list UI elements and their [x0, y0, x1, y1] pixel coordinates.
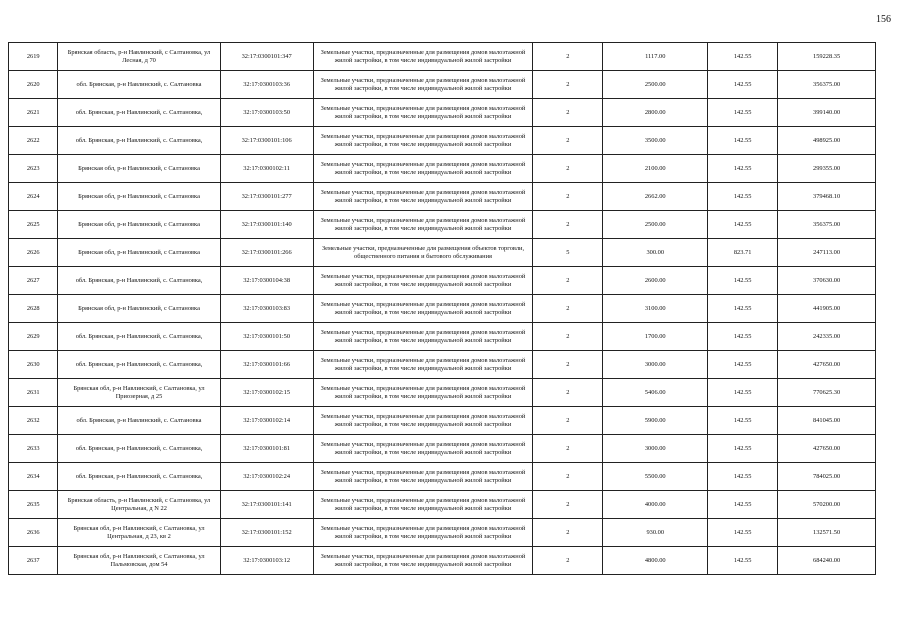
- group-cell: 2: [533, 547, 603, 575]
- row-number-cell: 2637: [9, 547, 58, 575]
- area-cell: 4800.00: [603, 547, 708, 575]
- cadastral-value-cell: 684240.00: [778, 547, 876, 575]
- page-number: 156: [876, 14, 891, 25]
- area-cell: 2100.00: [603, 155, 708, 183]
- row-number-cell: 2636: [9, 519, 58, 547]
- area-cell: 3000.00: [603, 351, 708, 379]
- area-cell: 300.00: [603, 239, 708, 267]
- cadastral-value-cell: 356375.00: [778, 71, 876, 99]
- row-number-cell: 2626: [9, 239, 58, 267]
- land-use-cell: Земельные участки, предназначенные для размещения домов малоэтажной жилой застройки, в том числе индивидуальной жилой застройки: [313, 211, 533, 239]
- address-cell: обл. Брянская, р-н Навлинский, с. Салтановка,: [58, 323, 220, 351]
- cadastral-value-cell: 247113.00: [778, 239, 876, 267]
- cadastral-number-cell: 32:17:0300102:15: [220, 379, 313, 407]
- table-row: [9, 407, 876, 435]
- specific-value-cell: 142.55: [708, 435, 778, 463]
- cadastral-value-cell: 427650.00: [778, 435, 876, 463]
- specific-value-cell: 142.55: [708, 295, 778, 323]
- specific-value-cell: 142.55: [708, 547, 778, 575]
- cadastral-number-cell: 32:17:0300101:347: [220, 43, 313, 71]
- specific-value-cell: 142.55: [708, 71, 778, 99]
- area-cell: 1117.00: [603, 43, 708, 71]
- land-use-cell: Земельные участки, предназначенные для размещения домов малоэтажной жилой застройки, в том числе индивидуальной жилой застройки: [313, 99, 533, 127]
- area-cell: 2500.00: [603, 211, 708, 239]
- land-use-cell: Земельные участки, предназначенные для размещения домов малоэтажной жилой застройки, в том числе индивидуальной жилой застройки: [313, 519, 533, 547]
- cadastral-number-cell: 32:17:0300103:12: [220, 547, 313, 575]
- group-cell: 2: [533, 267, 603, 295]
- specific-value-cell: 142.55: [708, 183, 778, 211]
- land-use-cell: Земельные участки, предназначенные для размещения домов малоэтажной жилой застройки, в том числе индивидуальной жилой застройки: [313, 463, 533, 491]
- land-use-cell: Земельные участки, предназначенные для размещения домов малоэтажной жилой застройки, в том числе индивидуальной жилой застройки: [313, 295, 533, 323]
- address-cell: обл. Брянская, р-н Навлинский, с. Салтановка,: [58, 127, 220, 155]
- specific-value-cell: 142.55: [708, 211, 778, 239]
- cadastral-number-cell: 32:17:0300103:50: [220, 99, 313, 127]
- address-cell: Брянская обл, р-н Навлинский, с Салтановка: [58, 183, 220, 211]
- land-use-cell: Земельные участки, предназначенные для размещения домов малоэтажной жилой застройки, в том числе индивидуальной жилой застройки: [313, 155, 533, 183]
- area-cell: 3000.00: [603, 435, 708, 463]
- cadastral-number-cell: 32:17:0300101:266: [220, 239, 313, 267]
- cadastral-value-cell: 841045.00: [778, 407, 876, 435]
- group-cell: 2: [533, 155, 603, 183]
- cadastral-number-cell: 32:17:0300104:38: [220, 267, 313, 295]
- table-row: [9, 435, 876, 463]
- group-cell: 2: [533, 323, 603, 351]
- table-row: [9, 99, 876, 127]
- table-row: [9, 323, 876, 351]
- land-use-cell: Земельные участки, предназначенные для размещения домов малоэтажной жилой застройки, в том числе индивидуальной жилой застройки: [313, 43, 533, 71]
- area-cell: 1700.00: [603, 323, 708, 351]
- address-cell: обл. Брянская, р-н Навлинский, с. Салтановка,: [58, 351, 220, 379]
- group-cell: 2: [533, 99, 603, 127]
- group-cell: 5: [533, 239, 603, 267]
- area-cell: 4000.00: [603, 491, 708, 519]
- cadastral-number-cell: 32:17:0300101:277: [220, 183, 313, 211]
- cadastral-number-cell: 32:17:0300102:11: [220, 155, 313, 183]
- area-cell: 3500.00: [603, 127, 708, 155]
- specific-value-cell: 142.55: [708, 519, 778, 547]
- row-number-cell: 2635: [9, 491, 58, 519]
- row-number-cell: 2625: [9, 211, 58, 239]
- row-number-cell: 2621: [9, 99, 58, 127]
- cadastral-value-cell: 770625.30: [778, 379, 876, 407]
- row-number-cell: 2624: [9, 183, 58, 211]
- table-row: [9, 295, 876, 323]
- cadastral-value-cell: 370630.00: [778, 267, 876, 295]
- address-cell: обл. Брянская, р-н Навлинский, с. Салтановка,: [58, 267, 220, 295]
- cadastral-number-cell: 32:17:0300101:50: [220, 323, 313, 351]
- group-cell: 2: [533, 407, 603, 435]
- address-cell: обл. Брянская, р-н Навлинский, с. Салтановка: [58, 71, 220, 99]
- cadastral-number-cell: 32:17:0300102:14: [220, 407, 313, 435]
- specific-value-cell: 142.55: [708, 323, 778, 351]
- row-number-cell: 2628: [9, 295, 58, 323]
- land-use-cell: Земельные участки, предназначенные для размещения объектов торговли, общественного питания и бытового обслуживания: [313, 239, 533, 267]
- address-cell: Брянская обл, р-н Навлинский, с Салтановка: [58, 239, 220, 267]
- row-number-cell: 2619: [9, 43, 58, 71]
- table-row: [9, 43, 876, 71]
- area-cell: 2500.00: [603, 71, 708, 99]
- row-number-cell: 2630: [9, 351, 58, 379]
- specific-value-cell: 823.71: [708, 239, 778, 267]
- area-cell: 5406.00: [603, 379, 708, 407]
- table-row: [9, 547, 876, 575]
- address-cell: Брянская обл, р-н Навлинский, с Салтановка, ул Приозерная, д 25: [58, 379, 220, 407]
- group-cell: 2: [533, 127, 603, 155]
- group-cell: 2: [533, 211, 603, 239]
- specific-value-cell: 142.55: [708, 407, 778, 435]
- area-cell: 2600.00: [603, 267, 708, 295]
- cadastral-value-cell: 399140.00: [778, 99, 876, 127]
- cadastral-value-cell: 498925.00: [778, 127, 876, 155]
- row-number-cell: 2634: [9, 463, 58, 491]
- address-cell: Брянская область, р-н Навлинский, с Салтановка, ул Лесная, д 70: [58, 43, 220, 71]
- land-use-cell: Земельные участки, предназначенные для размещения домов малоэтажной жилой застройки, в том числе индивидуальной жилой застройки: [313, 491, 533, 519]
- address-cell: Брянская обл, р-н Навлинский, с Салтановка, ул Центральная, д 23, кв 2: [58, 519, 220, 547]
- land-use-cell: Земельные участки, предназначенные для размещения домов малоэтажной жилой застройки, в том числе индивидуальной жилой застройки: [313, 407, 533, 435]
- land-use-cell: Земельные участки, предназначенные для размещения домов малоэтажной жилой застройки, в том числе индивидуальной жилой застройки: [313, 127, 533, 155]
- group-cell: 2: [533, 295, 603, 323]
- address-cell: Брянская обл, р-н Навлинский, с Салтановка: [58, 211, 220, 239]
- group-cell: 2: [533, 183, 603, 211]
- land-use-cell: Земельные участки, предназначенные для размещения домов малоэтажной жилой застройки, в том числе индивидуальной жилой застройки: [313, 267, 533, 295]
- group-cell: 2: [533, 491, 603, 519]
- area-cell: 5900.00: [603, 407, 708, 435]
- row-number-cell: 2622: [9, 127, 58, 155]
- cadastral-value-cell: 379468.10: [778, 183, 876, 211]
- table-row: [9, 155, 876, 183]
- cadastral-value-cell: 242335.00: [778, 323, 876, 351]
- area-cell: 2662.00: [603, 183, 708, 211]
- specific-value-cell: 142.55: [708, 99, 778, 127]
- cadastral-number-cell: 32:17:0300101:106: [220, 127, 313, 155]
- cadastral-number-cell: 32:17:0300101:141: [220, 491, 313, 519]
- address-cell: обл. Брянская, р-н Навлинский, с. Салтановка,: [58, 435, 220, 463]
- cadastral-value-cell: 356375.00: [778, 211, 876, 239]
- table-row: [9, 351, 876, 379]
- specific-value-cell: 142.55: [708, 351, 778, 379]
- cadastral-number-cell: 32:17:0300101:152: [220, 519, 313, 547]
- group-cell: 2: [533, 435, 603, 463]
- specific-value-cell: 142.55: [708, 127, 778, 155]
- cadastral-number-cell: 32:17:0300103:36: [220, 71, 313, 99]
- land-use-cell: Земельные участки, предназначенные для размещения домов малоэтажной жилой застройки, в том числе индивидуальной жилой застройки: [313, 323, 533, 351]
- cadastral-number-cell: 32:17:0300101:81: [220, 435, 313, 463]
- land-use-cell: Земельные участки, предназначенные для размещения домов малоэтажной жилой застройки, в том числе индивидуальной жилой застройки: [313, 547, 533, 575]
- address-cell: обл. Брянская, р-н Навлинский, с. Салтановка: [58, 407, 220, 435]
- land-use-cell: Земельные участки, предназначенные для размещения домов малоэтажной жилой застройки, в том числе индивидуальной жилой застройки: [313, 379, 533, 407]
- row-number-cell: 2633: [9, 435, 58, 463]
- group-cell: 2: [533, 379, 603, 407]
- table-row: [9, 379, 876, 407]
- table-row: [9, 211, 876, 239]
- table-row: [9, 127, 876, 155]
- land-use-cell: Земельные участки, предназначенные для размещения домов малоэтажной жилой застройки, в том числе индивидуальной жилой застройки: [313, 435, 533, 463]
- cadastral-number-cell: 32:17:0300101:66: [220, 351, 313, 379]
- group-cell: 2: [533, 71, 603, 99]
- address-cell: обл. Брянская, р-н Навлинский, с. Салтановка,: [58, 99, 220, 127]
- specific-value-cell: 142.55: [708, 491, 778, 519]
- specific-value-cell: 142.55: [708, 155, 778, 183]
- row-number-cell: 2623: [9, 155, 58, 183]
- specific-value-cell: 142.55: [708, 267, 778, 295]
- table-row: [9, 491, 876, 519]
- cadastral-number-cell: 32:17:0300101:140: [220, 211, 313, 239]
- group-cell: 2: [533, 519, 603, 547]
- address-cell: Брянская обл, р-н Навлинский, с Салтановка: [58, 295, 220, 323]
- row-number-cell: 2631: [9, 379, 58, 407]
- cadastral-value-cell: 784025.00: [778, 463, 876, 491]
- land-use-cell: Земельные участки, предназначенные для размещения домов малоэтажной жилой застройки, в том числе индивидуальной жилой застройки: [313, 71, 533, 99]
- specific-value-cell: 142.55: [708, 463, 778, 491]
- cadastral-value-cell: 299355.00: [778, 155, 876, 183]
- cadastral-number-cell: 32:17:0300102:24: [220, 463, 313, 491]
- table-row: [9, 267, 876, 295]
- specific-value-cell: 142.55: [708, 43, 778, 71]
- cadastral-value-cell: 159228.35: [778, 43, 876, 71]
- table-row: [9, 71, 876, 99]
- area-cell: 2800.00: [603, 99, 708, 127]
- table-row: [9, 239, 876, 267]
- row-number-cell: 2620: [9, 71, 58, 99]
- cadastral-number-cell: 32:17:0300103:83: [220, 295, 313, 323]
- address-cell: Брянская обл, р-н Навлинский, с Салтановка, ул Пальмовская, дом 54: [58, 547, 220, 575]
- row-number-cell: 2629: [9, 323, 58, 351]
- cadastral-value-cell: 441905.00: [778, 295, 876, 323]
- land-registry-table: [8, 42, 876, 575]
- specific-value-cell: 142.55: [708, 379, 778, 407]
- table-row: [9, 519, 876, 547]
- table-body: [9, 43, 876, 575]
- address-cell: обл. Брянская, р-н Навлинский, с. Салтановка,: [58, 463, 220, 491]
- table-row: [9, 183, 876, 211]
- group-cell: 2: [533, 351, 603, 379]
- table-row: [9, 463, 876, 491]
- row-number-cell: 2632: [9, 407, 58, 435]
- group-cell: 2: [533, 43, 603, 71]
- cadastral-value-cell: 570200.00: [778, 491, 876, 519]
- row-number-cell: 2627: [9, 267, 58, 295]
- land-use-cell: Земельные участки, предназначенные для размещения домов малоэтажной жилой застройки, в том числе индивидуальной жилой застройки: [313, 183, 533, 211]
- cadastral-value-cell: 132571.50: [778, 519, 876, 547]
- area-cell: 5500.00: [603, 463, 708, 491]
- land-use-cell: Земельные участки, предназначенные для размещения домов малоэтажной жилой застройки, в том числе индивидуальной жилой застройки: [313, 351, 533, 379]
- cadastral-value-cell: 427650.00: [778, 351, 876, 379]
- group-cell: 2: [533, 463, 603, 491]
- address-cell: Брянская обл, р-н Навлинский, с Салтановка: [58, 155, 220, 183]
- area-cell: 930.00: [603, 519, 708, 547]
- address-cell: Брянская область, р-н Навлинский, с Салтановка, ул Центральная, д N 22: [58, 491, 220, 519]
- area-cell: 3100.00: [603, 295, 708, 323]
